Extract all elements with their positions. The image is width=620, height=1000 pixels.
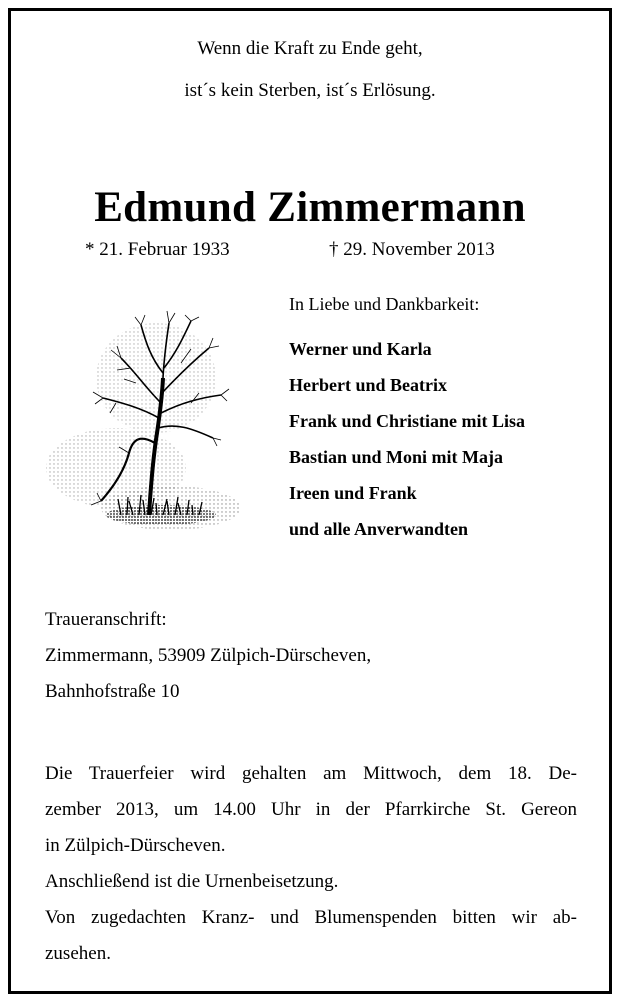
service-notice <box>45 756 577 972</box>
family-member: Werner und Karla <box>289 339 432 359</box>
family-member: Bastian und Moni mit Maja <box>289 447 504 467</box>
obituary-notice <box>8 8 612 994</box>
notice-line: zember 2013, um 14.00 Uhr in der Pfarrkirche St. Gereon <box>45 799 577 820</box>
family-intro: In Liebe und Dankbarkeit: <box>289 294 480 314</box>
tree-icon <box>41 303 241 553</box>
motto-line-2: ist´s kein Sterben, ist´s Erlösung. <box>184 80 436 101</box>
family-member: Herbert und Beatrix <box>289 375 447 395</box>
notice-line: Von zugedachten Kranz- und Blumenspenden bitten wir ab- <box>45 907 577 928</box>
family-member: Ireen und Frank <box>289 483 417 503</box>
notice-line: zusehen. <box>45 943 111 964</box>
address-line-2: Bahnhofstraße 10 <box>45 681 180 702</box>
family-member: Frank und Christiane mit Lisa <box>289 411 526 431</box>
motto-line-1: Wenn die Kraft zu Ende geht, <box>197 38 423 59</box>
death-date: † 29. November 2013 <box>329 239 495 260</box>
address-label: Traueranschrift: <box>45 609 167 630</box>
notice-line: in Zülpich-Dürscheven. <box>45 835 226 856</box>
family-member: und alle Anverwandten <box>289 519 469 539</box>
address-line-1: Zimmermann, 53909 Zülpich-Dürscheven, <box>45 645 372 666</box>
deceased-name: Edmund Zimmermann <box>94 184 526 231</box>
notice-line: Anschließend ist die Urnenbeisetzung. <box>45 871 339 892</box>
family-list <box>289 331 525 547</box>
notice-line: Die Trauerfeier wird gehalten am Mittwoch, dem 18. De- <box>45 763 577 784</box>
birth-date: * 21. Februar 1933 <box>85 239 230 260</box>
